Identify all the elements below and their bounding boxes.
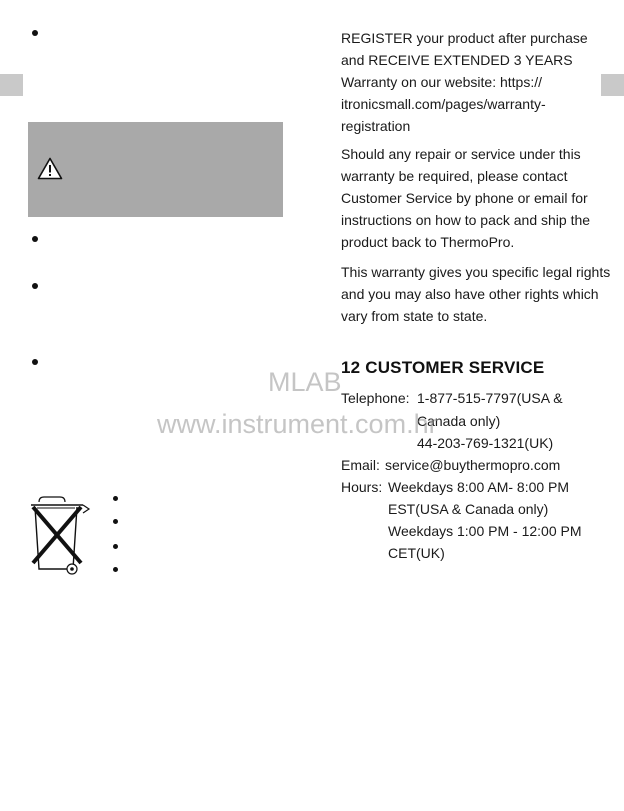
- hours-label: Hours:: [341, 479, 383, 495]
- warning-box: [28, 122, 283, 217]
- warranty-rights-paragraph: This warranty gives you specific legal rights and you may also have other rights which vary from state to state.: [341, 264, 611, 324]
- telephone-value-line-3: 44-203-769-1321(UK): [417, 435, 554, 451]
- list-bullet: [32, 283, 38, 289]
- watermark-mlab: MLAB: [268, 367, 342, 397]
- list-bullet: [113, 496, 118, 501]
- warranty-registration-paragraph: REGISTER your product after purchase and RECEIVE EXTENDED 3 YEARS Warranty on our website: https:// itronicsmall.com/pages/warranty- registration: [341, 30, 588, 134]
- hours-line-2: EST(USA & Canada only): [388, 501, 549, 517]
- hours-line-4: CET(UK): [388, 545, 445, 561]
- list-bullet: [32, 236, 38, 242]
- warning-triangle-icon: [37, 157, 63, 180]
- page-edge-tab-left: [0, 74, 23, 96]
- list-bullet: [113, 567, 118, 572]
- telephone-label: Telephone:: [341, 390, 410, 406]
- list-bullet: [32, 359, 38, 365]
- hours-line-3: Weekdays 1:00 PM - 12:00 PM: [388, 523, 582, 539]
- warranty-service-paragraph: Should any repair or service under this warranty be required, please contact Customer Service by phone or email for instructions on how to pack and ship the product back to ThermoPro.: [341, 146, 591, 250]
- list-bullet: [32, 30, 38, 36]
- list-bullet: [113, 544, 118, 549]
- warranty-text: [341, 27, 611, 327]
- watermark-url: www.instrument.com.hr: [157, 409, 438, 439]
- list-bullet: [113, 519, 118, 524]
- email-label: Email:: [341, 457, 380, 473]
- telephone-value-line-1: 1-877-515-7797(USA &: [417, 390, 563, 406]
- section-heading-customer-service: 12 CUSTOMER SERVICE: [341, 358, 545, 377]
- crossed-out-wheelie-bin-icon: [27, 493, 93, 577]
- email-value: service@buythermopro.com: [385, 457, 561, 473]
- telephone-value-line-2: Canada only): [417, 413, 501, 429]
- hours-line-1: Weekdays 8:00 AM- 8:00 PM: [388, 479, 570, 495]
